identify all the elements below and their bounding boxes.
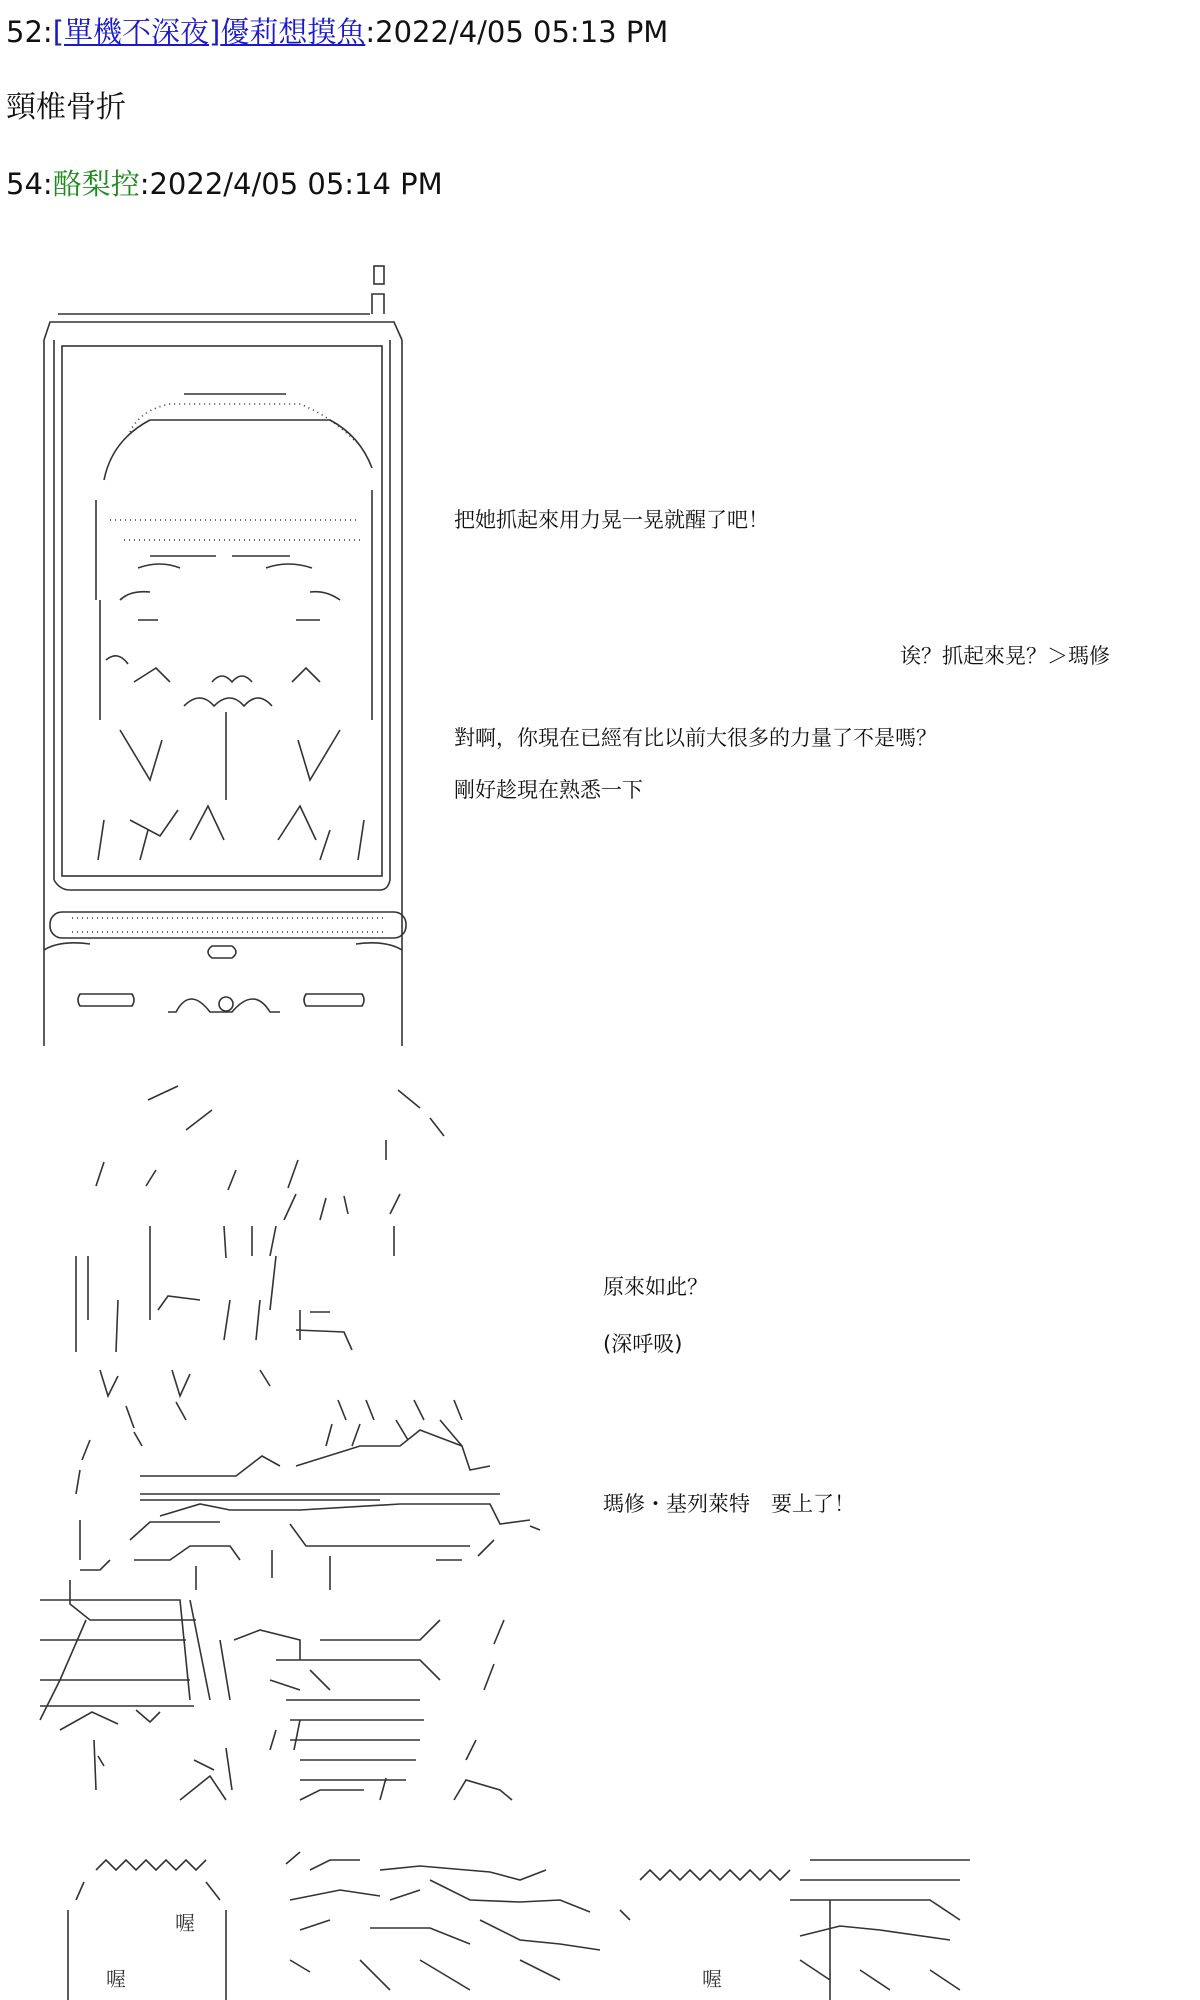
dialogue-line: 對啊，你現在已經有比以前大很多的力量了不是嗎？ — [454, 726, 937, 750]
dialogue-line: (深呼吸) — [603, 1332, 683, 1356]
sfx-oh-2: 喔 — [106, 1967, 126, 1991]
thread-link[interactable]: [單機不深夜] — [52, 15, 221, 49]
post-colon: : — [42, 15, 53, 49]
post-timestamp: :2022/4/05 05:14 PM — [139, 167, 443, 201]
post-number: 52 — [6, 15, 43, 49]
dialogue-line: 把她抓起來用力晃一晃就醒了吧！ — [454, 508, 769, 532]
author-link[interactable]: 優莉想摸魚 — [220, 15, 366, 49]
post-body-52: 頸椎骨折 — [6, 90, 126, 125]
sfx-oh-1: 喔 — [175, 1911, 195, 1935]
post-timestamp: :2022/4/05 05:13 PM — [365, 15, 669, 49]
author-name: 酪梨控 — [52, 167, 140, 201]
character-breath-art — [40, 1086, 540, 1800]
dialogue-line: 剛好趁現在熟悉一下 — [454, 778, 643, 802]
sfx-oh-3: 喔 — [702, 1967, 722, 1991]
phone-frame-art — [44, 266, 406, 1046]
dialogue-line: 诶？抓起來晃？＞瑪修 — [900, 644, 1110, 668]
dialogue-line: 原來如此？ — [603, 1275, 708, 1299]
post-colon: : — [42, 167, 53, 201]
shout-panel-art — [68, 1852, 970, 2000]
post-number: 54 — [6, 167, 43, 201]
dialogue-line: 瑪修・基列萊特 要上了！ — [603, 1492, 855, 1516]
